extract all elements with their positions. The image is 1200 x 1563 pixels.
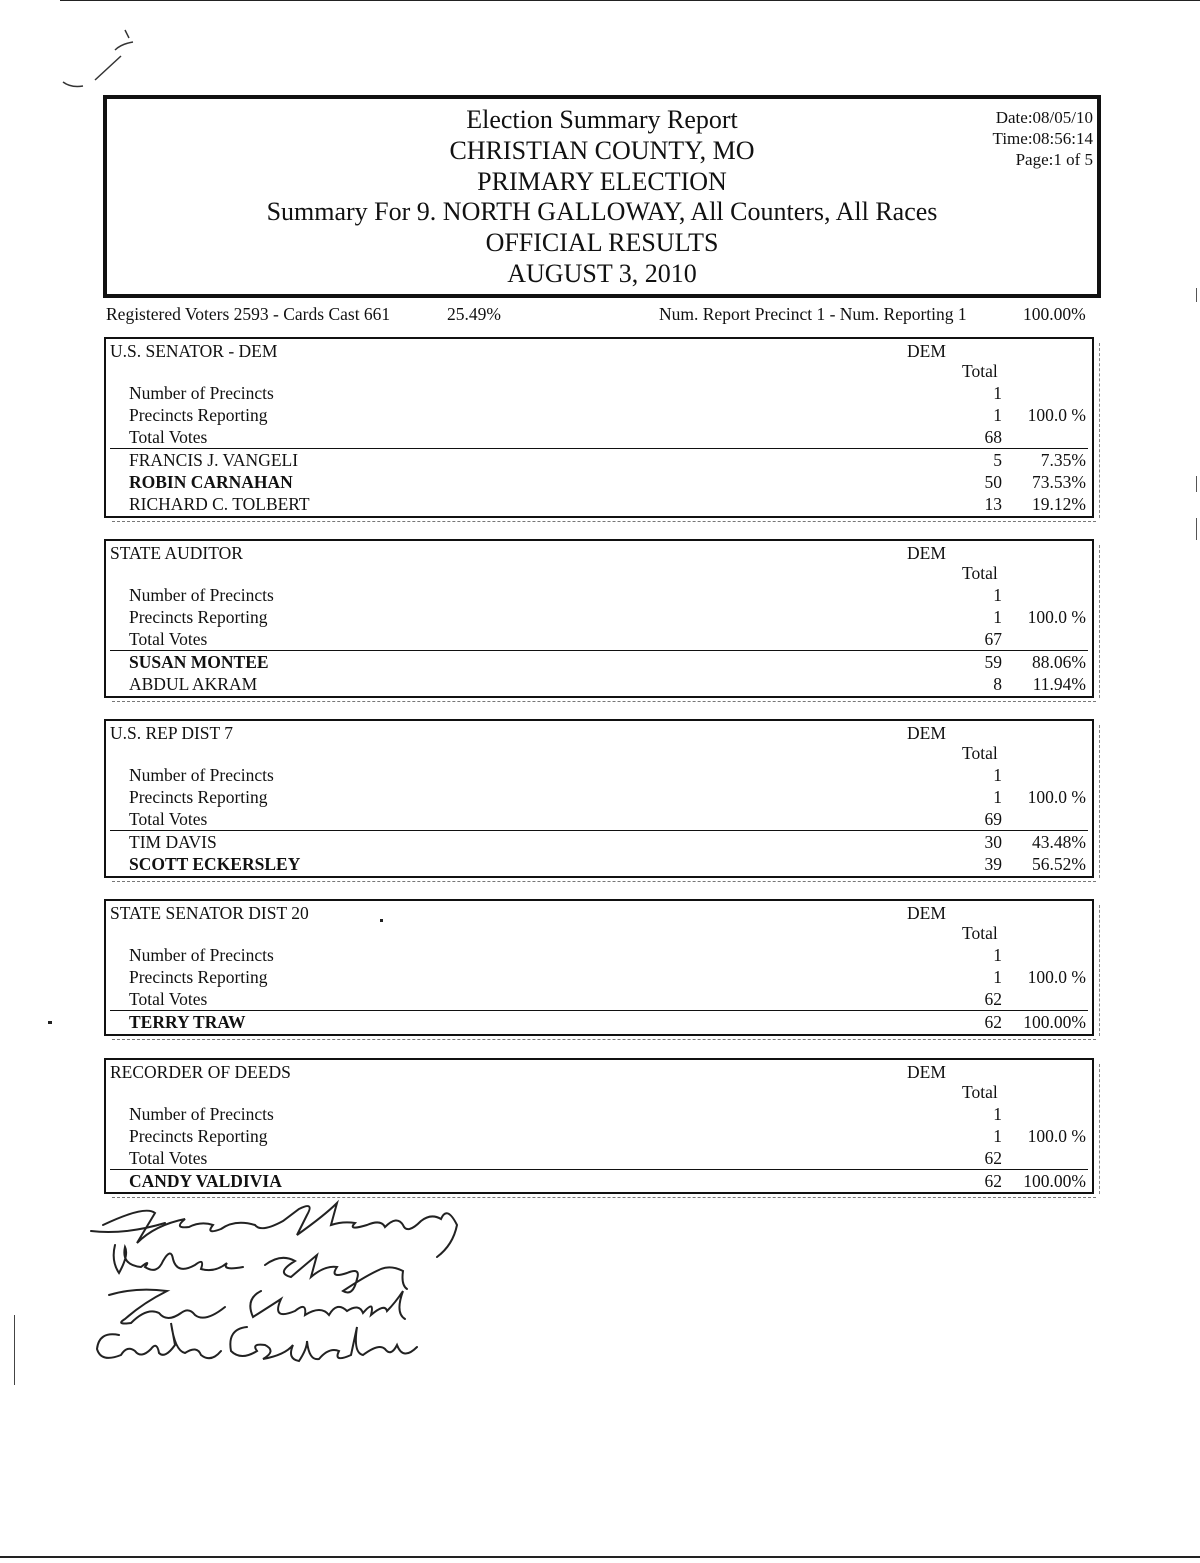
turnout-percent: 25.49% bbox=[447, 304, 501, 324]
signatures bbox=[85, 1195, 485, 1370]
signature-ina-russell bbox=[109, 1290, 405, 1324]
candidate-percent: 43.48% bbox=[1032, 832, 1086, 852]
county-name: CHRISTIAN COUNTY, MO bbox=[449, 135, 755, 165]
party-label: DEM bbox=[907, 1062, 946, 1082]
candidate-percent: 100.00% bbox=[1023, 1171, 1086, 1191]
candidate-votes: 5 bbox=[993, 450, 1002, 470]
num-precincts-row bbox=[106, 765, 1092, 786]
candidate-votes: 59 bbox=[984, 652, 1002, 672]
row-value: 1 bbox=[993, 1126, 1002, 1146]
candidate-name: CANDY VALDIVIA bbox=[129, 1171, 282, 1191]
total-votes-row bbox=[106, 629, 1092, 650]
candidate-row bbox=[106, 494, 1092, 515]
divider bbox=[110, 830, 1088, 831]
row-label: Precincts Reporting bbox=[129, 607, 268, 627]
race-title: U.S. REP DIST 7 bbox=[110, 723, 234, 743]
num-precincts-row bbox=[106, 383, 1092, 404]
row-percent: 100.0 % bbox=[1027, 787, 1086, 807]
row-percent: 100.0 % bbox=[1027, 967, 1086, 987]
divider bbox=[110, 448, 1088, 449]
candidate-row bbox=[106, 450, 1092, 471]
scan-edge-bottom bbox=[0, 1556, 1200, 1558]
race-us-senator bbox=[104, 337, 1094, 518]
row-label: Total Votes bbox=[129, 1148, 208, 1168]
election-name: PRIMARY ELECTION bbox=[477, 166, 727, 196]
row-label: Precincts Reporting bbox=[129, 405, 268, 425]
candidate-row bbox=[106, 854, 1092, 875]
candidate-row bbox=[106, 472, 1092, 493]
race-title: U.S. SENATOR - DEM bbox=[110, 341, 278, 361]
candidate-name: ABDUL AKRAM bbox=[129, 674, 258, 694]
row-percent: 100.0 % bbox=[1027, 1126, 1086, 1146]
candidate-percent: 100.00% bbox=[1023, 1012, 1086, 1032]
precincts-reporting-row bbox=[106, 967, 1092, 988]
election-date: AUGUST 3, 2010 bbox=[507, 258, 697, 288]
candidate-votes: 50 bbox=[984, 472, 1002, 492]
divider bbox=[110, 1010, 1088, 1011]
row-label: Number of Precincts bbox=[129, 383, 274, 403]
precincts-reporting-row bbox=[106, 1126, 1092, 1147]
party-label: DEM bbox=[907, 543, 946, 563]
scan-edge-top bbox=[60, 0, 1200, 7]
row-value: 1 bbox=[993, 405, 1002, 425]
row-value: 1 bbox=[993, 585, 1002, 605]
candidate-percent: 11.94% bbox=[1032, 674, 1086, 694]
header-meta bbox=[993, 107, 1093, 170]
row-label: Precincts Reporting bbox=[129, 967, 268, 987]
row-label: Total Votes bbox=[129, 629, 208, 649]
row-label: Precincts Reporting bbox=[129, 1126, 268, 1146]
candidate-row bbox=[106, 1171, 1092, 1192]
num-precincts-row bbox=[106, 1104, 1092, 1125]
row-value: 67 bbox=[984, 629, 1002, 649]
registered-voters: Registered Voters 2593 - Cards Cast 661 bbox=[106, 304, 391, 324]
candidate-name: TIM DAVIS bbox=[129, 832, 217, 852]
row-label: Number of Precincts bbox=[129, 945, 274, 965]
row-label: Precincts Reporting bbox=[129, 787, 268, 807]
total-column-header: Total bbox=[962, 1082, 998, 1102]
candidate-name: FRANCIS J. VANGELI bbox=[129, 450, 299, 470]
row-value: 68 bbox=[984, 427, 1002, 447]
scan-mark-left bbox=[14, 1315, 15, 1385]
row-value: 62 bbox=[984, 1148, 1002, 1168]
party-label: DEM bbox=[907, 341, 946, 361]
row-label: Number of Precincts bbox=[129, 585, 274, 605]
candidate-percent: 73.53% bbox=[1032, 472, 1086, 492]
report-date: Date:08/05/10 bbox=[995, 108, 1093, 127]
report-title: Election Summary Report bbox=[466, 105, 738, 134]
candidate-row bbox=[106, 1012, 1092, 1033]
party-label: DEM bbox=[907, 723, 946, 743]
total-votes-row bbox=[106, 809, 1092, 830]
signature-barbara-stogner bbox=[114, 1245, 407, 1293]
scan-dot bbox=[48, 1021, 52, 1024]
scan-mark-right bbox=[1196, 476, 1197, 492]
signature-karen-moody bbox=[91, 1203, 457, 1257]
candidate-row bbox=[106, 652, 1092, 673]
candidate-row bbox=[106, 832, 1092, 853]
total-column-header: Total bbox=[962, 743, 998, 763]
race-title: STATE SENATOR DIST 20 bbox=[110, 903, 309, 923]
scan-mark-right bbox=[1196, 288, 1197, 302]
row-percent: 100.0 % bbox=[1027, 405, 1086, 425]
precincts-reporting-summary: Num. Report Precinct 1 - Num. Reporting 1 bbox=[659, 304, 967, 324]
report-header bbox=[103, 95, 1101, 298]
party-label: DEM bbox=[907, 903, 946, 923]
scan-edge bbox=[1099, 545, 1100, 698]
signature-carla-essick bbox=[97, 1323, 417, 1361]
race-title: RECORDER OF DEEDS bbox=[110, 1062, 291, 1082]
candidate-name: SCOTT ECKERSLEY bbox=[129, 854, 301, 874]
candidate-percent: 56.52% bbox=[1032, 854, 1086, 874]
precincts-reporting-row bbox=[106, 607, 1092, 628]
candidate-name: ROBIN CARNAHAN bbox=[129, 472, 293, 492]
candidate-name: SUSAN MONTEE bbox=[129, 652, 269, 672]
race-us-rep-dist-7 bbox=[104, 719, 1094, 878]
divider bbox=[110, 1169, 1088, 1170]
row-label: Total Votes bbox=[129, 427, 208, 447]
precincts-reporting-row bbox=[106, 405, 1092, 426]
page-number: Page:1 of 5 bbox=[1015, 150, 1093, 169]
row-value: 1 bbox=[993, 383, 1002, 403]
race-state-auditor bbox=[104, 539, 1094, 698]
candidate-name: RICHARD C. TOLBERT bbox=[129, 494, 310, 514]
row-label: Total Votes bbox=[129, 989, 208, 1009]
results-status: OFFICIAL RESULTS bbox=[485, 228, 719, 258]
race-state-senator-dist-20 bbox=[104, 899, 1094, 1036]
scan-edge bbox=[1099, 725, 1100, 878]
candidate-percent: 88.06% bbox=[1032, 652, 1086, 672]
scan-edge bbox=[1099, 343, 1100, 518]
header-title-block bbox=[107, 105, 1097, 290]
candidate-votes: 39 bbox=[984, 854, 1002, 874]
summary-line: Summary For 9. NORTH GALLOWAY, All Counters, All Races bbox=[266, 197, 938, 227]
row-value: 1 bbox=[993, 967, 1002, 987]
divider bbox=[110, 650, 1088, 651]
scan-edge bbox=[1099, 905, 1100, 1036]
row-value: 1 bbox=[993, 1104, 1002, 1124]
candidate-percent: 19.12% bbox=[1032, 494, 1086, 514]
precincts-reporting-row bbox=[106, 787, 1092, 808]
total-column-header: Total bbox=[962, 923, 998, 943]
row-label: Number of Precincts bbox=[129, 1104, 274, 1124]
row-label: Number of Precincts bbox=[129, 765, 274, 785]
scan-mark-right bbox=[1196, 518, 1197, 540]
num-precincts-row bbox=[106, 945, 1092, 966]
candidate-votes: 8 bbox=[993, 674, 1002, 694]
total-votes-row bbox=[106, 427, 1092, 448]
race-recorder-of-deeds bbox=[104, 1058, 1094, 1194]
row-label: Total Votes bbox=[129, 809, 208, 829]
candidate-name: TERRY TRAW bbox=[129, 1012, 246, 1032]
row-value: 1 bbox=[993, 607, 1002, 627]
num-precincts-row bbox=[106, 585, 1092, 606]
total-column-header: Total bbox=[962, 361, 998, 381]
candidate-percent: 7.35% bbox=[1040, 450, 1086, 470]
report-time: Time:08:56:14 bbox=[992, 129, 1093, 148]
total-votes-row bbox=[106, 989, 1092, 1010]
row-percent: 100.0 % bbox=[1027, 607, 1086, 627]
pen-mark bbox=[55, 20, 145, 95]
candidate-votes: 13 bbox=[984, 494, 1002, 514]
race-title: STATE AUDITOR bbox=[110, 543, 243, 563]
candidate-row bbox=[106, 674, 1092, 695]
row-value: 1 bbox=[993, 765, 1002, 785]
candidate-votes: 62 bbox=[984, 1012, 1002, 1032]
total-column-header: Total bbox=[962, 563, 998, 583]
total-votes-row bbox=[106, 1148, 1092, 1169]
row-value: 1 bbox=[993, 787, 1002, 807]
candidate-votes: 30 bbox=[984, 832, 1002, 852]
row-value: 1 bbox=[993, 945, 1002, 965]
reporting-percent: 100.00% bbox=[1023, 304, 1086, 324]
row-value: 69 bbox=[984, 809, 1002, 829]
scan-edge bbox=[1099, 1064, 1100, 1194]
candidate-votes: 62 bbox=[984, 1171, 1002, 1191]
row-value: 62 bbox=[984, 989, 1002, 1009]
